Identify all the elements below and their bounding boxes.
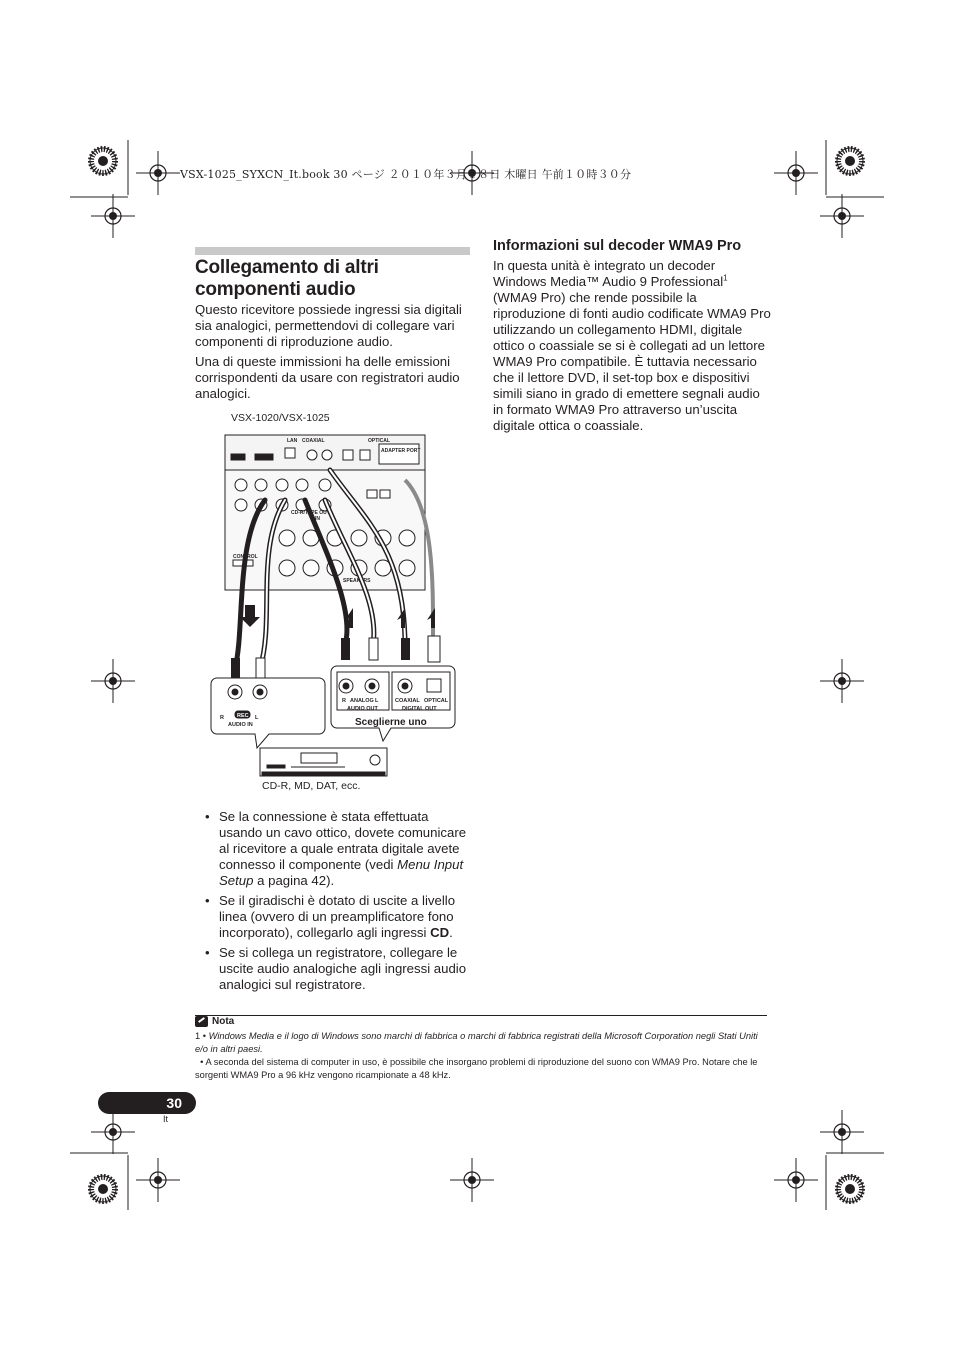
out-l-label: L bbox=[375, 698, 379, 704]
bullet-dot: • bbox=[205, 893, 210, 908]
bullet-text: Se si collega un registratore, collegare le uscite audio analogiche agli ingressi audio analogici sul registratore. bbox=[219, 945, 467, 992]
footnote-number: 1 bbox=[195, 1031, 201, 1041]
bullet-text: . bbox=[449, 925, 453, 940]
footnote-rule bbox=[195, 1015, 767, 1016]
model-label: VSX-1020/VSX-1025 bbox=[231, 412, 330, 424]
cd-tape-out-label: CD-R/TAPE OUT bbox=[291, 510, 330, 516]
footnote-2-text: A seconda del sistema di computer in uso, è possibile che insorgano problemi di riproduzione del suono con WMA9 Pro. Notare che le sorgenti WMA9 Pro a 96 kHz vengono ricampionate a 48 kHz. bbox=[195, 1057, 758, 1080]
lan-label: LAN bbox=[287, 438, 298, 444]
rec-input-box bbox=[211, 678, 325, 748]
choose-one-label: Sceglierne uno bbox=[355, 717, 427, 728]
note-pencil-icon bbox=[195, 1016, 208, 1027]
rec-l-label: L bbox=[255, 715, 259, 721]
optical-out-label: OPTICAL bbox=[424, 698, 449, 704]
wma9-paragraph bbox=[493, 258, 771, 434]
page-number: 30 bbox=[98, 1092, 196, 1114]
recorder-device-icon bbox=[260, 748, 387, 776]
wma9-text-b: (WMA9 Pro) che rende possibile la riproduzione di fonti audio codificate WMA9 Pro utilizzando un collegamento HDMI, digitale ottico o coassiale se si è collegati ad un lettore WMA9 Pro compatibile. È tuttavia necessario che il lettore DVD, il set-top box e dispositivi simili siano in grado di emettere segnali audio in formato WMA9 Pro attraverso un’uscita digitale ottica o coassiale. bbox=[493, 290, 771, 433]
bullet-item-turntable bbox=[205, 893, 475, 941]
footnote-bullet: • bbox=[200, 1057, 204, 1067]
digital-out-label: DIGITAL OUT bbox=[402, 706, 437, 712]
footnote-1-text: Windows Media e il logo di Windows sono marchi di fabbrica o marchi di fabbrica registrati della Microsoft Corporation negli Stati Uniti e/o in altri paesi. bbox=[195, 1031, 758, 1054]
connection-diagram bbox=[205, 430, 465, 785]
bullet-item-optical bbox=[205, 809, 475, 889]
print-header: VSX-1025_SYXCN_It.book 30 ページ ２０１０年３月１８日 木曜日 午前１０時３０分 bbox=[180, 168, 632, 181]
bullet-item-recorder bbox=[205, 945, 475, 993]
bullet-dot: • bbox=[205, 945, 210, 960]
footnote-ref: 1 bbox=[723, 273, 728, 283]
cd-tape-in-label: IN bbox=[315, 516, 320, 522]
section-rule bbox=[195, 247, 470, 255]
bullet-text: a pagina 42). bbox=[253, 873, 335, 888]
notes-heading bbox=[195, 1016, 234, 1027]
intro-paragraph-1: Questo ricevitore possiede ingressi sia digitali sia analogici, permettendovi di collegare vari componenti di riproduzione audio. bbox=[195, 302, 462, 349]
audio-out-label: AUDIO OUT bbox=[347, 706, 378, 712]
section-title bbox=[195, 257, 475, 301]
bullet-text: Se la connessione è stata effettuata usando un cavo ottico, dovete comunicare al ricevitore a quale entrata digitale avete connesso il componente (vedi bbox=[219, 809, 467, 872]
adapter-port-label: ADAPTER PORT bbox=[381, 448, 421, 454]
footnote-1 bbox=[195, 1030, 770, 1055]
coaxial-label: COAXIAL bbox=[302, 438, 325, 444]
notes-heading-text: Nota bbox=[212, 1016, 235, 1027]
language-code: It bbox=[163, 1114, 169, 1124]
audio-in-label: AUDIO IN bbox=[228, 722, 253, 728]
wma9-title: Informazioni sul decoder WMA9 Pro bbox=[493, 238, 742, 254]
section-title-line2: componenti audio bbox=[195, 279, 356, 300]
rec-label: REC bbox=[237, 713, 249, 719]
bullet-text: Se il giradischi è dotato di uscite a livello linea (ovvero di un preamplificatore fono incorporato), collegarlo agli ingressi bbox=[219, 893, 456, 940]
bullet-dot: • bbox=[205, 809, 210, 824]
bullet-list bbox=[205, 809, 475, 997]
cd-input-ref: CD bbox=[430, 925, 450, 940]
control-label: CONTROL bbox=[233, 554, 258, 560]
intro-paragraph-2: Una di queste immissioni ha delle emissioni corrispondenti da usare con registratori audio analogici. bbox=[195, 354, 460, 401]
coaxial-out-label: COAXIAL bbox=[395, 698, 420, 704]
speakers-label: SPEAKERS bbox=[343, 578, 371, 584]
footnote-bullet: • bbox=[202, 1031, 207, 1041]
optical-label: OPTICAL bbox=[368, 438, 390, 444]
rec-r-label: R bbox=[220, 715, 224, 721]
device-caption: CD-R, MD, DAT, ecc. bbox=[262, 780, 361, 792]
out-r-label: R bbox=[342, 698, 346, 704]
menu-input-setup-ref: Menu Input Setup bbox=[219, 857, 464, 888]
wma9-text-a: In questa unità è integrato un decoder Windows Media™ Audio 9 Professional bbox=[493, 258, 724, 289]
analog-label: ANALOG bbox=[350, 698, 374, 704]
footnote-2 bbox=[195, 1056, 770, 1081]
section-title-line1: Collegamento di altri bbox=[195, 257, 379, 278]
